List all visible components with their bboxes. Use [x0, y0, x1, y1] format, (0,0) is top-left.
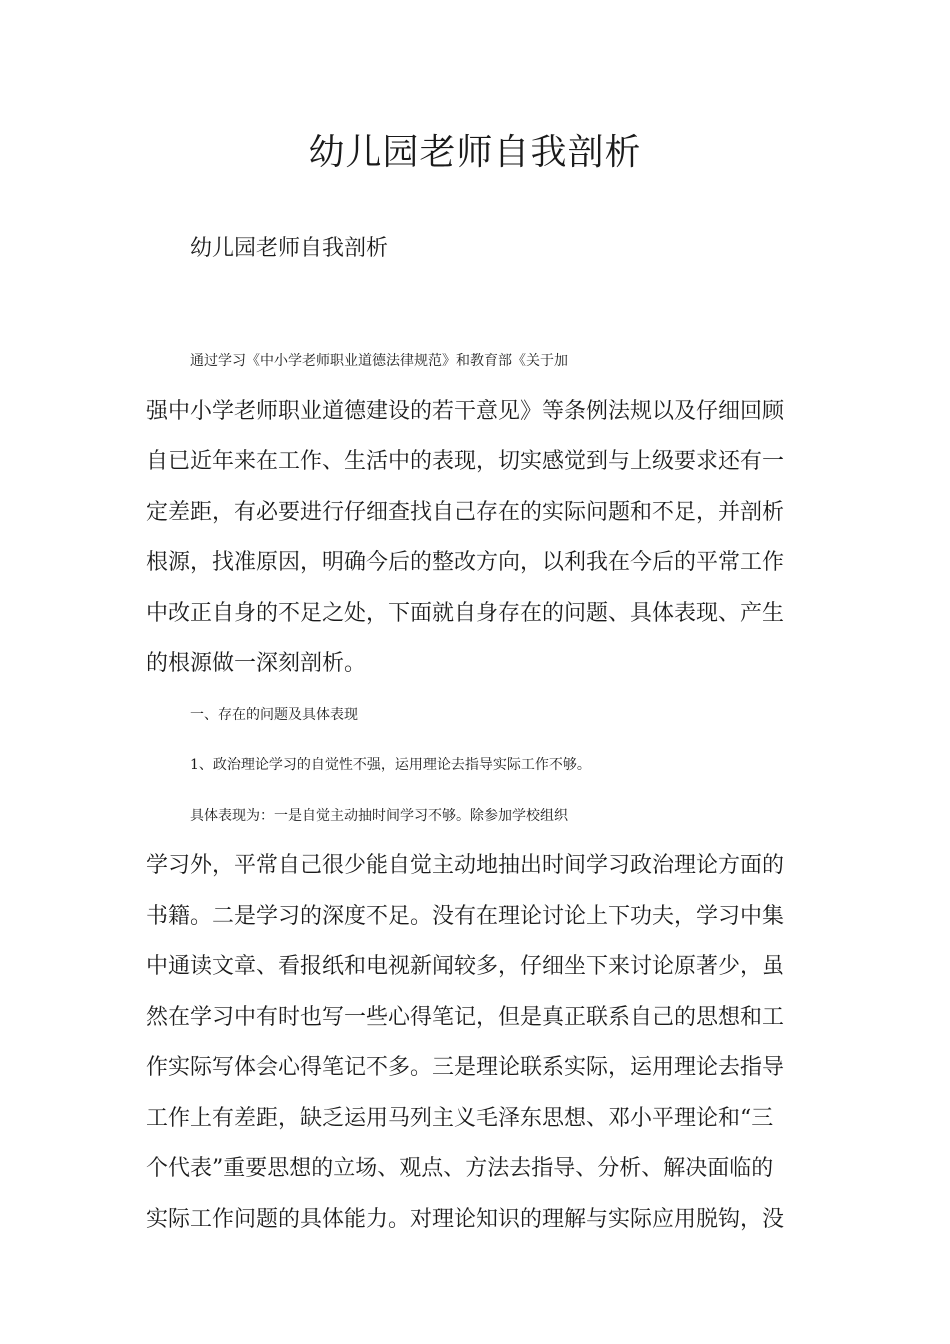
body-line: 个代表”重要思想的立场、观点、方法去指导、分析、解决面临的: [146, 1156, 774, 1181]
body-line: 定差距，有必要进行仔细查找自己存在的实际问题和不足，并剖析: [146, 499, 785, 525]
body-line: 作实际写体会心得笔记不多。三是理论联系实际，运用理论去指导: [146, 1055, 785, 1080]
document-body: [146, 336, 808, 1245]
body-line: 一、存在的问题及具体表现: [190, 706, 358, 723]
body-line: 具体表现为：一是自觉主动抽时间学习不够。除参加学校组织: [190, 807, 568, 824]
body-line: 工作上有差距，缺乏运用马列主义毛泽东思想、邓小平理论和“三: [146, 1105, 774, 1131]
document-subtitle: 幼儿园老师自我剖析: [190, 236, 389, 261]
body-line: 自已近年来在工作、生活中的表现，切实感觉到与上级要求还有一: [146, 449, 785, 474]
body-line: 书籍。二是学习的深度不足。没有在理论讨论上下功夫，学习中集: [146, 903, 785, 929]
body-line: 1、政治理论学习的自觉性不强，运用理论去指导实际工作不够。: [190, 757, 591, 773]
body-line: 实际工作问题的具体能力。对理论知识的理解与实际应用脱钩，没: [146, 1206, 785, 1232]
body-line: 中通读文章、看报纸和电视新闻较多，仔细坐下来讨论原著少，虽: [146, 954, 785, 979]
body-line: 通过学习《中小学老师职业道德法律规范》和教育部《关于加: [190, 353, 568, 369]
body-line: 然在学习中有时也写一些心得笔记，但是真正联系自己的思想和工: [146, 1004, 785, 1030]
body-line: 中改正自身的不足之处，下面就自身存在的问题、具体表现、产生: [146, 600, 785, 626]
body-line: 根源，找准原因，明确今后的整改方向，以利我在今后的平常工作: [146, 550, 785, 575]
body-line: 强中小学老师职业道德建设的若干意见》等条例法规以及仔细回顾: [146, 398, 785, 424]
body-line: 学习外，平常自己很少能自觉主动地抽出时间学习政治理论方面的: [146, 853, 785, 878]
body-line: 的根源做一深刻剖析。: [146, 651, 367, 676]
document-title: 幼儿园老师自我剖析: [308, 132, 642, 173]
